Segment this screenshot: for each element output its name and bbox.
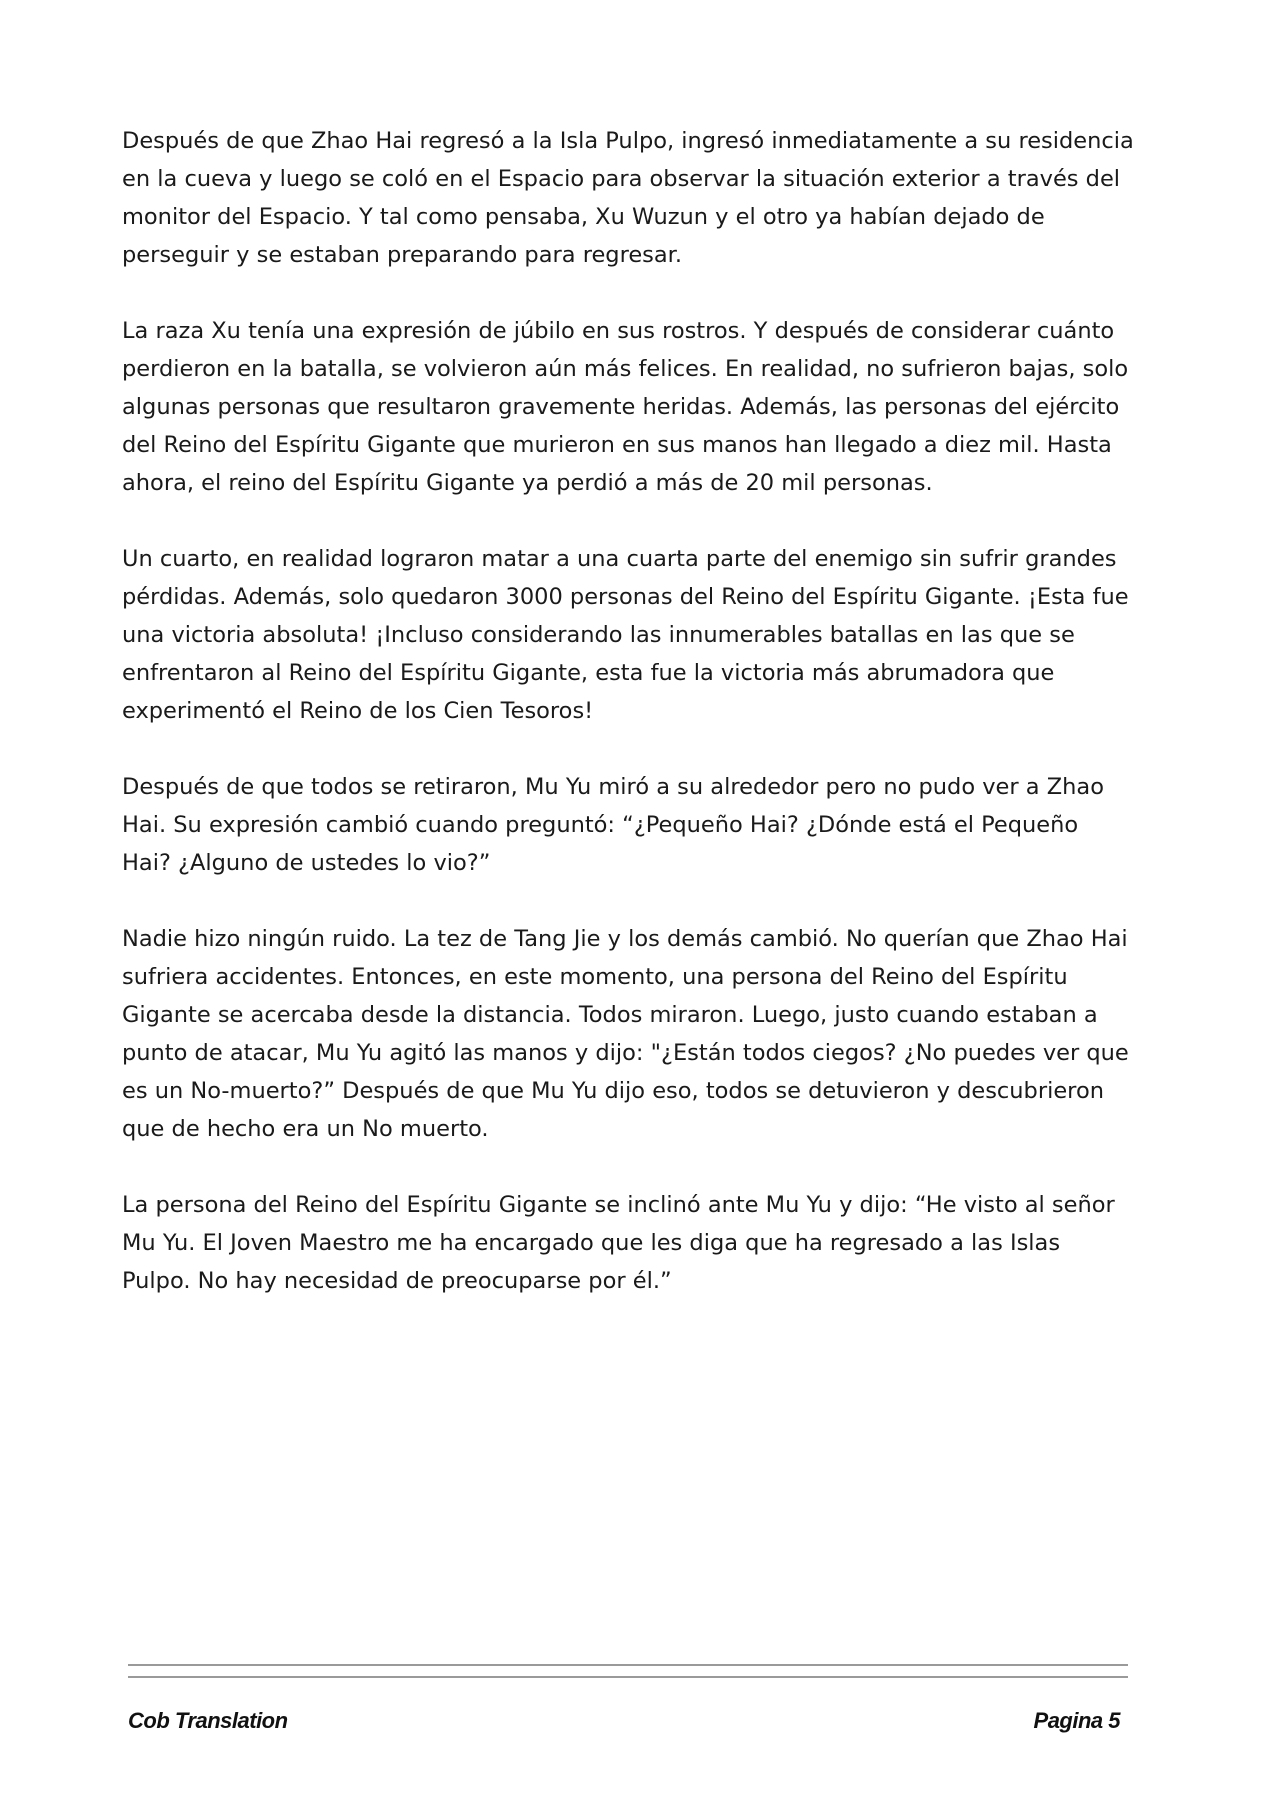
paragraph-5: Nadie hizo ningún ruido. La tez de Tang Jie y los demás cambió. No querían que Zhao Hai sufriera accidentes. Entonces, en este momento, una persona del Reino del Espíritu Gigante se acercaba desde la distancia. Todos miraron. Luego, justo cuando estaban a punto de atacar, Mu Yu agitó las manos y dijo: "¿Están todos ciegos? ¿No puedes ver que es un No-muerto?” Después de que Mu Yu dijo eso, todos se detuvieron y descubrieron que de hecho era un No muerto. xyxy=(122,926,1129,1142)
paragraph-2: La raza Xu tenía una expresión de júbilo en sus rostros. Y después de considerar cuánto perdieron en la batalla, se volvieron aún más felices. En realidad, no sufrieron bajas, solo algunas personas que resultaron gravemente heridas. Además, las personas del ejército del Reino del Espíritu Gigante que murieron en sus manos han llegado a diez mil. Hasta ahora, el reino del Espíritu Gigante ya perdió a más de 20 mil personas. xyxy=(122,318,1129,496)
footer-divider-bottom xyxy=(128,1676,1128,1678)
footer-divider-top xyxy=(128,1664,1128,1666)
footer-page-number: Pagina 5 xyxy=(1033,1708,1120,1733)
paragraph-3: Un cuarto, en realidad lograron matar a una cuarta parte del enemigo sin sufrir grandes pérdidas. Además, solo quedaron 3000 personas del Reino del Espíritu Gigante. ¡Esta fue una victoria absoluta! ¡Incluso considerando las innumerables batallas en las que se enfrentaron al Reino del Espíritu Gigante, esta fue la victoria más abrumadora que experimentó el Reino de los Cien Tesoros! xyxy=(122,546,1129,724)
paragraph-4: Después de que todos se retiraron, Mu Yu miró a su alrededor pero no pudo ver a Zhao Hai. Su expresión cambió cuando preguntó: “¿Pequeño Hai? ¿Dónde está el Pequeño Hai? ¿Alguno de ustedes lo vio?” xyxy=(122,774,1104,876)
paragraph-6: La persona del Reino del Espíritu Gigante se inclinó ante Mu Yu y dijo: “He visto al señor Mu Yu. El Joven Maestro me ha encargado que les diga que ha regresado a las Islas Pulpo. No hay necesidad de preocuparse por él.” xyxy=(122,1192,1115,1294)
paragraph-1: Después de que Zhao Hai regresó a la Isla Pulpo, ingresó inmediatamente a su residencia en la cueva y luego se coló en el Espacio para observar la situación exterior a través del monitor del Espacio. Y tal como pensaba, Xu Wuzun y el otro ya habían dejado de perseguir y se estaban preparando para regresar. xyxy=(122,128,1134,268)
footer-translator-credit: Cob Translation xyxy=(128,1708,288,1733)
body-text xyxy=(122,122,1134,1338)
